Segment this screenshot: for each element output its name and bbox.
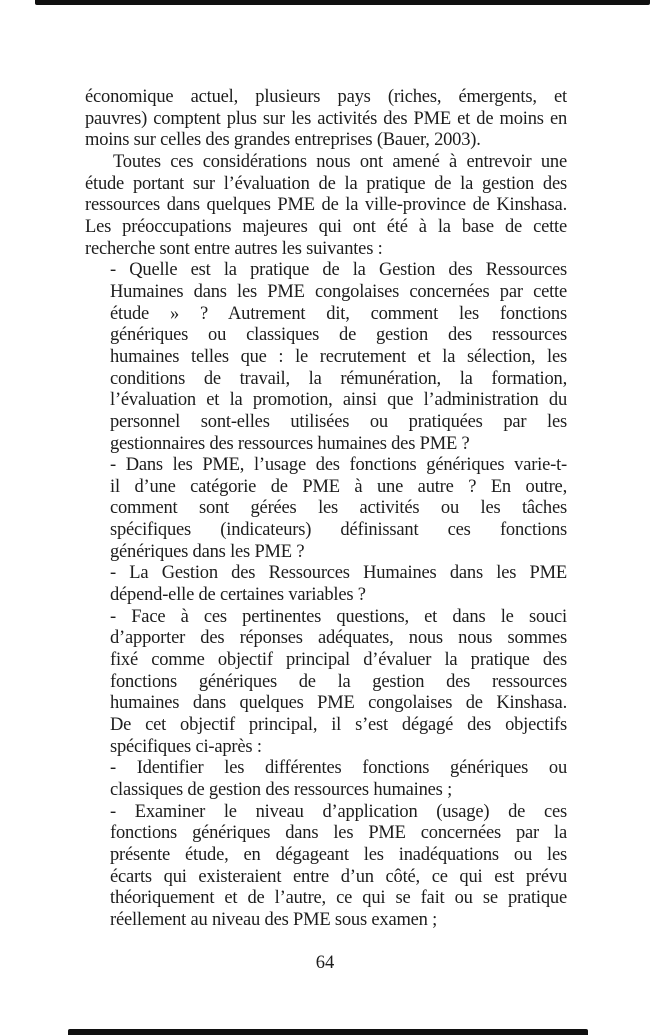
text-line: humaines telles que : le recrutement et la sélection, les — [110, 346, 567, 367]
body-text — [85, 87, 567, 932]
text-line: étude portant sur l’évaluation de la pratique de la gestion des — [85, 173, 567, 194]
list-item — [85, 802, 567, 932]
text-line: recherche sont entre autres les suivantes : — [85, 238, 383, 259]
text-line: - La Gestion des Ressources Humaines dans les PME — [110, 563, 567, 584]
text-line: conditions de travail, la rémunération, la formation, — [110, 368, 567, 389]
paragraph — [85, 87, 567, 152]
text-line: génériques ou classiques de gestion des ressources — [110, 325, 567, 346]
text-line: Les préoccupations majeures qui ont été à la base de cette — [85, 216, 567, 237]
text-line: fixé comme objectif principal d’évaluer la pratique des — [110, 650, 567, 671]
text-line: - Face à ces pertinentes questions, et dans le souci — [110, 606, 567, 627]
text-line: De cet objectif principal, il s’est dégagé des objectifs — [110, 715, 567, 736]
text-line: réellement au niveau des PME sous examen ; — [110, 909, 438, 930]
list-item — [85, 563, 567, 606]
text-line: - Identifier les différentes fonctions génériques ou — [110, 758, 567, 779]
list-item — [85, 260, 567, 455]
text-line: classiques de gestion des ressources humaines ; — [110, 780, 453, 800]
text-line: Humaines dans les PME congolaises concernées par cette — [110, 281, 567, 302]
text-line: - Examiner le niveau d’application (usage) de ces — [110, 801, 567, 822]
text-line: fonctions génériques de la gestion des ressources — [110, 671, 567, 692]
text-line: fonctions génériques dans les PME concernées par la — [110, 823, 567, 844]
list-item — [85, 758, 567, 801]
text-line: écarts qui existeraient entre d’un côté, ce qui est prévu — [110, 866, 567, 887]
scan-artifact-top — [35, 0, 650, 5]
text-line: spécifiques (indicateurs) définissant ces fonctions — [110, 520, 567, 541]
text-line: l’évaluation et la promotion, ainsi que l’administration du — [110, 390, 567, 411]
text-line: ressources dans quelques PME de la ville-province de Kinshasa. — [85, 195, 567, 216]
text-line: dépend-elle de certaines variables ? — [110, 585, 366, 606]
page-number: 64 — [315, 953, 335, 973]
text-line: - Quelle est la pratique de la Gestion des Ressources — [110, 260, 567, 281]
text-line: d’apporter des réponses adéquates, nous nous sommes — [110, 628, 567, 649]
text-line: moins sur celles des grandes entreprises (Bauer, 2003). — [85, 130, 481, 151]
text-line: gestionnaires des ressources humaines des PME ? — [110, 433, 470, 454]
text-line: économique actuel, plusieurs pays (riches, émergents, et — [85, 87, 567, 107]
paragraph — [85, 152, 567, 260]
text-line: génériques dans les PME ? — [110, 541, 305, 562]
text-line: étude » ? Autrement dit, comment les fonctions — [110, 303, 567, 324]
list-item — [85, 607, 567, 759]
list-item — [85, 455, 567, 563]
scan-artifact-bottom — [68, 1029, 588, 1035]
text-line: humaines dans quelques PME congolaises de Kinshasa. — [110, 693, 567, 714]
text-line: présente étude, en dégageant les inadéquations ou les — [110, 844, 567, 865]
text-line: - Dans les PME, l’usage des fonctions génériques varie-t- — [110, 455, 567, 476]
text-line: théoriquement et de l’autre, ce qui se fait ou se pratique — [110, 888, 567, 909]
text-line: comment sont gérées les activités ou les tâches — [110, 498, 567, 519]
text-line: Toutes ces considérations nous ont amené à entrevoir une — [113, 151, 567, 172]
text-line: personnel sont-elles utilisées ou pratiquées par les — [110, 411, 567, 432]
text-line: il d’une catégorie de PME à une autre ? En outre, — [110, 476, 567, 497]
text-line: spécifiques ci-après : — [110, 736, 262, 757]
text-line: pauvres) comptent plus sur les activités des PME et de moins en — [85, 108, 567, 129]
